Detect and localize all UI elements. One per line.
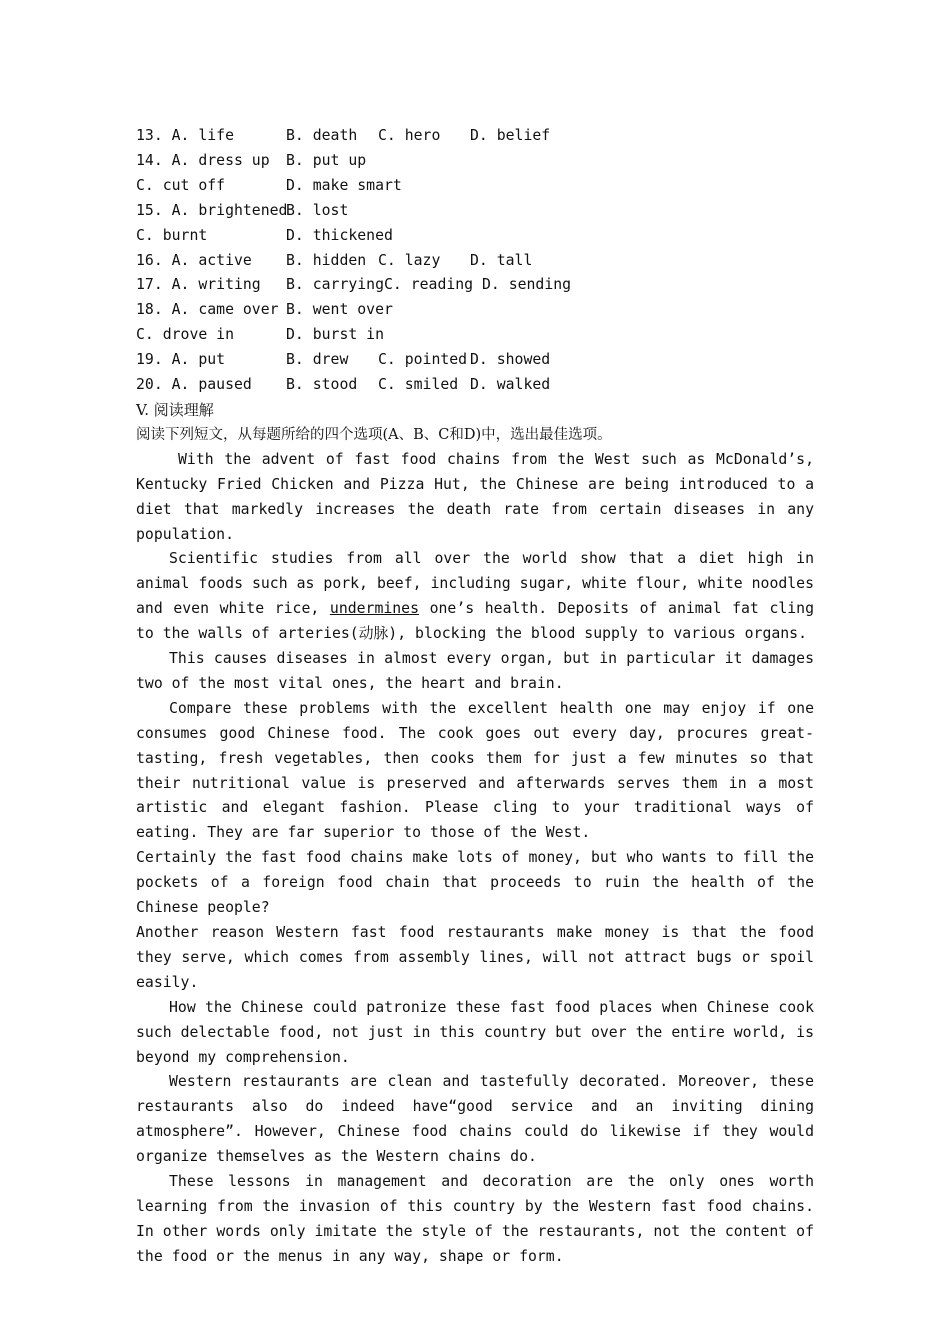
option-cell: C. pointed	[378, 351, 468, 369]
option-cell	[378, 224, 470, 249]
option-row	[136, 298, 814, 323]
option-cell: B. carryingC. reading D. sending	[286, 276, 572, 294]
section-title: V. 阅读理解	[136, 400, 214, 419]
option-row	[136, 224, 814, 249]
option-cell: 19. A. put	[136, 351, 226, 369]
paragraph-4: Compare these problems with the excellent health one may enjoy if one consumes good Chinese food. The cook goes out every day, procures greattasting, fresh vegetables, then cooks them for just a few minutes so that their nutritional value is preserved and afterwards serves them in a most artistic and elegant fashion. Please cling to your traditional ways of eating. They are far superior to those of the West.	[136, 699, 814, 842]
option-cell	[378, 149, 470, 174]
option-cell: B. drew	[286, 351, 349, 369]
paragraph-5: Certainly the fast food chains make lots of money, but who wants to fill the pockets of a foreign food chain that proceeds to ruin the health of the Chinese people?	[136, 849, 814, 917]
option-cell: B. put up	[286, 151, 367, 169]
option-cell	[378, 298, 470, 323]
instruction-text: 阅读下列短文，从每题所给的四个选项(A、B、C和D)中，选出最佳选项。	[136, 426, 612, 443]
option-cell: 14. A. dress up	[136, 151, 270, 169]
option-cell: 16. A. active	[136, 251, 252, 269]
option-cell: C. hero	[378, 127, 441, 144]
option-cell: D. make smart	[286, 176, 402, 194]
option-cell: D. walked	[470, 376, 551, 394]
paragraph-3: This causes diseases in almost every organ, but in particular it damages two of the most vital ones, the heart and brain.	[136, 650, 814, 692]
option-cell: C. cut off	[136, 176, 226, 194]
option-cell: 17. A. writing	[136, 276, 261, 294]
option-cell: D. thickened	[286, 226, 393, 244]
paragraph-6: Another reason Western fast food restaurants make money is that the food they serve, which comes from assembly lines, will not attract bugs or spoil easily.	[136, 924, 814, 991]
option-row	[136, 273, 814, 298]
option-cell	[378, 273, 470, 298]
option-cell	[378, 174, 470, 199]
option-row	[136, 149, 814, 174]
option-cell: D. tall	[470, 251, 533, 269]
option-cell: 20. A. paused	[136, 376, 252, 394]
option-row	[136, 199, 814, 224]
underlined-word: undermines	[329, 600, 419, 618]
paragraph-7: How the Chinese could patronize these fast food places when Chinese cook such delectable food, not just in this country but over the entire world, is beyond my comprehension.	[136, 998, 814, 1066]
paragraph-8: Western restaurants are clean and tastefully decorated. Moreover, these restaurants also do indeed have“good service and an inviting dining atmosphere”. However, Chinese food chains could do likewise if they would organize themselves as the Western chains do.	[136, 1073, 814, 1166]
paragraph-2-text-b: one’s health. Deposits of animal fat cling to the walls of arteries(动脉), blocking the blood supply to various organs.	[136, 600, 814, 643]
option-row	[136, 373, 814, 398]
option-cell	[378, 323, 470, 348]
paragraph-1: With the advent of fast food chains from the West such as McDonald’s, Kentucky Fried Chicken and Pizza Hut, the Chinese are being introduced to a diet that markedly increases the death rate from certain diseases in any population.	[136, 450, 814, 543]
option-cell: 18. A. came over	[136, 301, 279, 319]
option-cell	[378, 199, 470, 224]
option-cell: D. belief	[470, 127, 551, 144]
document-page	[136, 124, 814, 1270]
option-cell: C. burnt	[136, 226, 208, 244]
option-cell: 15. A. brightened	[136, 201, 288, 219]
option-cell: B. lost	[286, 201, 349, 219]
paragraph-2-text-a: Scientific studies from all over the world show that a diet high in animal foods such as pork, beef, including sugar, white flour, white noodles and even white rice,	[136, 550, 814, 618]
paragraph-9: These lessons in management and decoration are the only ones worth learning from the invasion of this country by the Western fast food chains. In other words only imitate the style of the restaurants, not the content of the food or the menus in any way, shape or form.	[136, 1173, 814, 1265]
option-cell: D. showed	[470, 351, 551, 369]
option-cell: B. death	[286, 127, 358, 144]
option-cell: C. smiled	[378, 376, 459, 394]
option-cell: 13. A. life	[136, 127, 234, 144]
options-list	[136, 124, 814, 398]
option-row	[136, 348, 814, 373]
paragraph-2	[136, 547, 814, 647]
option-row	[136, 249, 814, 274]
option-row	[136, 323, 814, 348]
option-cell: D. burst in	[286, 326, 384, 344]
option-row	[136, 174, 814, 199]
option-cell: B. went over	[286, 301, 393, 319]
option-cell: C. drove in	[136, 326, 234, 344]
option-row	[136, 124, 814, 149]
option-cell: C. lazy	[378, 251, 441, 269]
option-cell: B. hidden	[286, 251, 367, 269]
option-cell: B. stood	[286, 376, 358, 394]
